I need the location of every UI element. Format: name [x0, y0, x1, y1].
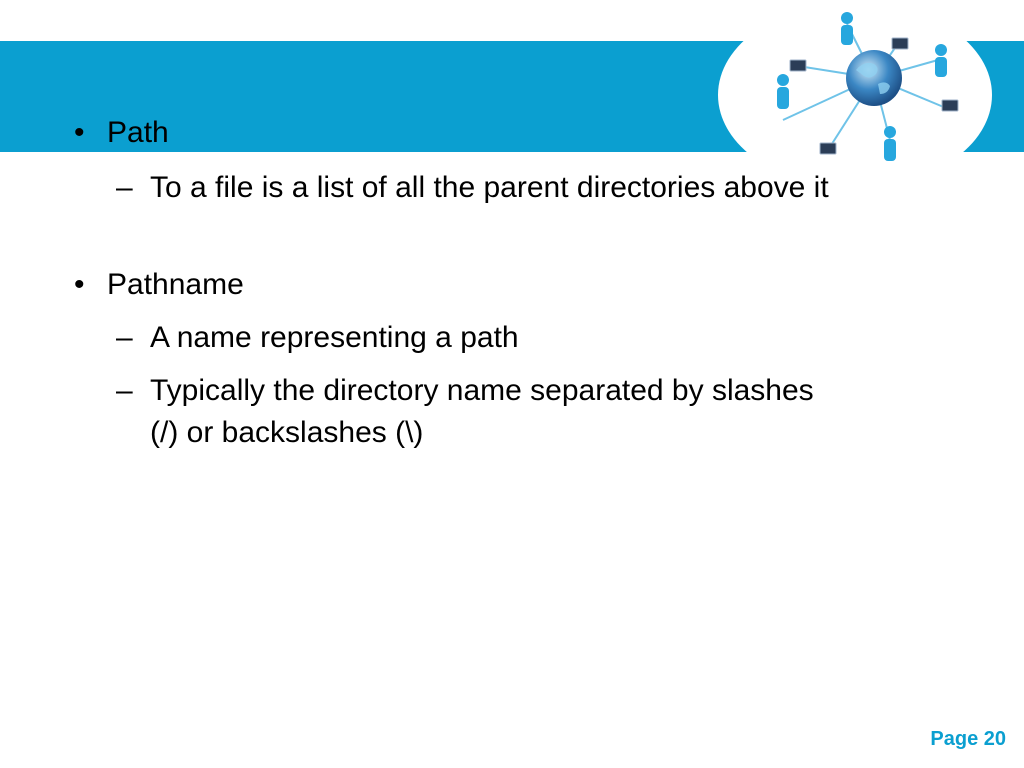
- sub-bullet-text: A name representing a path: [150, 321, 519, 354]
- bullet-text: Pathname: [107, 268, 244, 301]
- sub-bullet-text: To a file is a list of all the parent directories above it: [150, 171, 829, 204]
- sub-bullet-marker: –: [116, 171, 133, 204]
- sub-bullet-marker: –: [116, 374, 133, 407]
- page-number: Page 20: [930, 728, 1006, 750]
- bullet-marker: •: [74, 116, 85, 149]
- sub-bullet-text: Typically the directory name separated by slashes (/) or backslashes (\): [150, 374, 814, 449]
- bullet-marker: •: [74, 268, 85, 301]
- bullet-text: Path: [107, 116, 169, 149]
- sub-bullet-marker: –: [116, 321, 133, 354]
